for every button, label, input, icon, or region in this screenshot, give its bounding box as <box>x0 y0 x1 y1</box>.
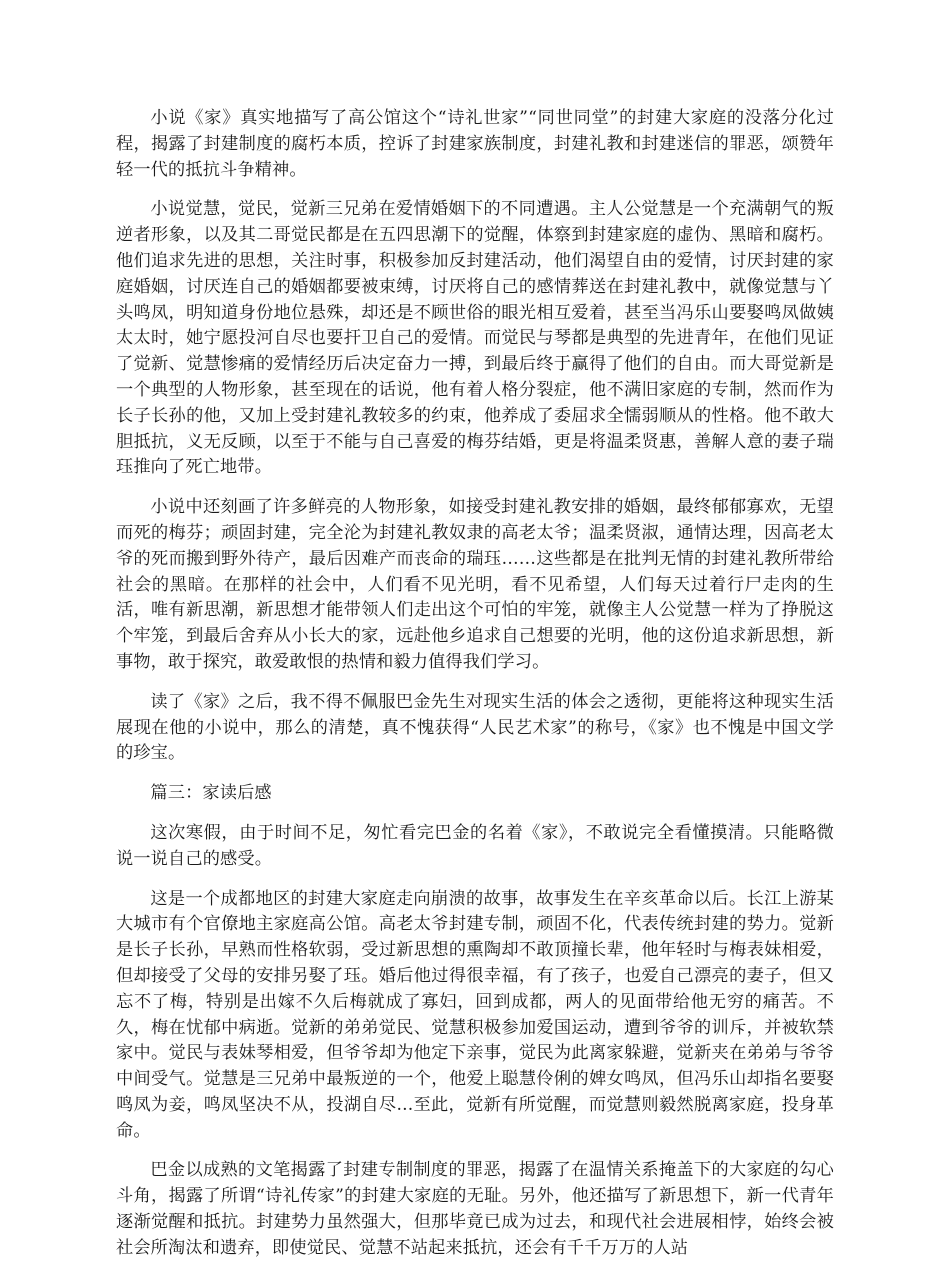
paragraph: 这次寒假，由于时间不足，匆忙看完巴金的名着《家》，不敢说完全看懂摸清。只能略微说一说自己的感受。 <box>116 822 834 869</box>
section-heading: 篇三：家读后感 <box>150 783 272 804</box>
document-body <box>116 106 834 1276</box>
paragraph: 小说《家》真实地描写了高公馆这个“诗礼世家”“同世同堂”的封建大家庭的没落分化过程，揭露了封建制度的腐朽本质，控诉了封建家族制度，封建礼教和封建迷信的罪恶，颂赞年轻一代的抵抗斗争精神。 <box>116 108 834 180</box>
paragraph: 小说觉慧，觉民，觉新三兄弟在爱情婚姻下的不同遭遇。主人公觉慧是一个充满朝气的叛逆者形象，以及其二哥觉民都是在五四思潮下的觉醒，体察到封建家庭的虚伪、黑暗和腐朽。他们追求先进的思想，关注时事，积极参加反封建活动，他们渴望自由的爱情，讨厌封建的家庭婚姻，讨厌连自己的婚姻都要被束缚，讨厌将自己的感情葬送在封建礼教中，就像觉慧与丫头鸣凤，明知道身份地位悬殊，却还是不顾世俗的眼光相互爱着，甚至当冯乐山要娶鸣凤做姨太太时，她宁愿投河自尽也要扞卫自己的爱情。而觉民与琴都是典型的先进青年，在他们见证了觉新、觉慧惨痛的爱情经历后决定奋力一搏，到最后终于赢得了他们的自由。而大哥觉新是一个典型的人物形象，甚至现在的话说，他有着人格分裂症，他不满旧家庭的专制，然而作为长子长孙的他，又加上受封建礼教较多的约束，他养成了委屈求全懦弱顺从的性格。他不敢大胆抵抗，义无反顾，以至于不能与自己喜爱的梅芬结婚，更是将温柔贤惠，善解人意的妻子瑞珏推向了死亡地带。 <box>116 199 834 478</box>
paragraph: 这是一个成都地区的封建大家庭走向崩溃的故事，故事发生在辛亥革命以后。长江上游某大城市有个官僚地主家庭高公馆。高老太爷封建专制，顽固不化，代表传统封建的势力。觉新是长子长孙，早熟而性格软弱，受过新思想的熏陶却不敢顶撞长辈，他年轻时与梅表妹相爱，但却接受了父母的安排另娶了珏。婚后他过得很幸福，有了孩子，也爱自己漂亮的妻子，但又忘不了梅，特别是出嫁不久后梅就成了寡妇，回到成都，两人的见面带给他无穷的痛苦。不久，梅在忧郁中病逝。觉新的弟弟觉民、觉慧积极参加爱国运动，遭到爷爷的训斥，并被软禁家中。觉民与表妹琴相爱，但爷爷却为他定下亲事，觉民为此离家躲避，觉新夹在弟弟与爷爷中间受气。觉慧是三兄弟中最叛逆的一个，他爱上聪慧伶俐的婢女鸣凤，但冯乐山却指名要娶鸣凤为妾，鸣凤坚决不从，投湖自尽...至此，觉新有所觉醒，而觉慧则毅然脱离家庭，投身革命。 <box>116 888 834 1141</box>
paragraph: 小说中还刻画了许多鲜亮的人物形象，如接受封建礼教安排的婚姻，最终郁郁寡欢，无望而死的梅芬；顽固封建，完全沦为封建礼教奴隶的高老太爷；温柔贤淑，通情达理，因高老太爷的死而搬到野外待产，最后因难产而丧命的瑞珏……这些都是在批判无情的封建礼教所带给社会的黑暗。在那样的社会中，人们看不见光明，看不见希望，人们每天过着行尸走肉的生活，唯有新思潮，新思想才能带领人们走出这个可怕的牢笼，就像主人公觉慧一样为了挣脱这个牢笼，到最后舍弃从小长大的家，远赴他乡追求自己想要的光明，他的这份追求新思想，新事物，敢于探究，敢爱敢恨的热情和毅力值得我们学习。 <box>116 497 834 672</box>
paragraph: 巴金以成熟的文笔揭露了封建专制制度的罪恶，揭露了在温情关系掩盖下的大家庭的勾心斗角，揭露了所谓“诗礼传家”的封建大家庭的无耻。另外，他还描写了新思想下，新一代青年逐渐觉醒和抵抗。封建势力虽然强大，但那毕竟已成为过去，和现代社会进展相悖，始终会被社会所淘汰和遗弃，即使觉民、觉慧不站起来抵抗，还会有千千万万的人站 <box>116 1160 834 1258</box>
paragraph: 读了《家》之后，我不得不佩服巴金先生对现实生活的体会之透彻，更能将这种现实生活展现在他的小说中，那么的清楚，真不愧获得“人民艺术家”的称号，《家》也不愧是中国文学的珍宝。 <box>116 691 834 764</box>
